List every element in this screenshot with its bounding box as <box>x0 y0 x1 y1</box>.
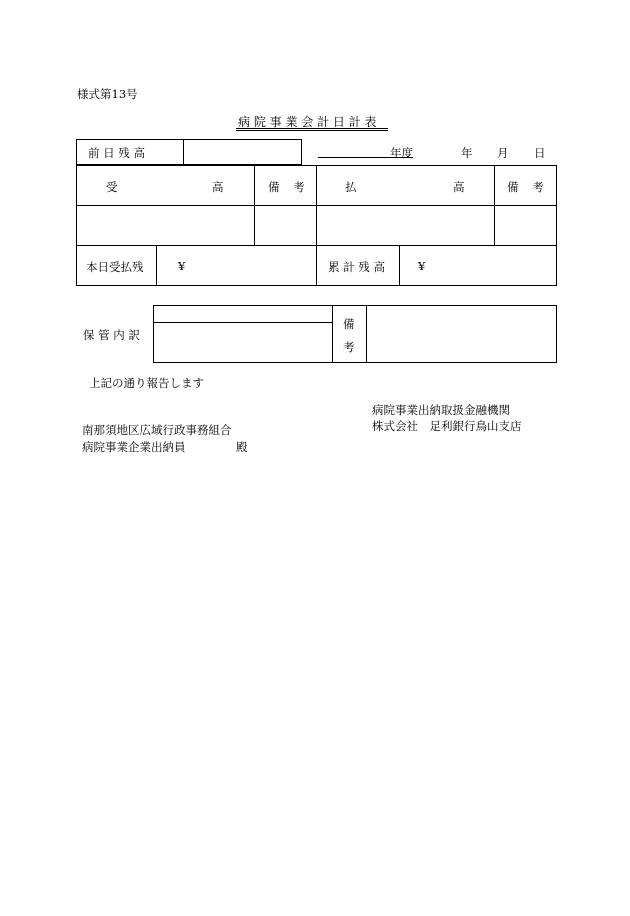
title-underline-2 <box>236 130 388 131</box>
custody-remarks-field[interactable] <box>368 307 555 362</box>
cumulative-balance-yen: ¥ <box>418 259 426 273</box>
receipts-header-1: 受 <box>106 180 118 194</box>
payments-header-1: 払 <box>345 180 357 194</box>
payments-remarks-field[interactable] <box>496 207 555 244</box>
previous-balance-divider <box>183 139 184 165</box>
cumulative-balance-label: 累 計 残 高 <box>328 260 385 274</box>
honorific: 殿 <box>236 440 248 454</box>
ledger-col-line-4 <box>399 245 400 286</box>
previous-balance-field[interactable] <box>186 141 300 163</box>
custody-col-line-1 <box>332 305 333 363</box>
today-balance-label: 本日受払残 <box>86 260 144 274</box>
cumulative-balance-field[interactable] <box>432 247 555 284</box>
fiscal-year-label: 年度 <box>390 146 413 160</box>
remarks-header-right: 備 考 <box>507 180 549 194</box>
payments-amount-field[interactable] <box>318 207 493 244</box>
ledger-col-line-5 <box>156 245 157 286</box>
ledger-col-line-1 <box>254 165 255 245</box>
custody-label: 保 管 内 訳 <box>83 328 140 342</box>
custody-field-2[interactable] <box>155 324 331 362</box>
form-number: 様式第13号 <box>77 87 138 101</box>
ledger-col-line-3 <box>494 165 495 245</box>
ledger-col-line-2 <box>316 165 317 286</box>
bank-line-1: 病院事業出納取扱金融機関 <box>372 403 510 417</box>
addressee-line-1: 南那須地区広域行政事務組合 <box>82 423 232 437</box>
title-underline-1 <box>236 128 388 129</box>
today-balance-field[interactable] <box>190 247 314 284</box>
year-label: 年 <box>461 146 473 160</box>
receipts-remarks-field[interactable] <box>256 207 315 244</box>
remarks-header-left: 備 考 <box>268 180 310 194</box>
custody-remarks-label-1: 備 <box>343 317 355 331</box>
addressee-line-2: 病院事業企業出納員 <box>82 440 186 454</box>
today-balance-yen: ¥ <box>178 259 186 273</box>
payments-header-2: 高 <box>453 180 465 194</box>
month-label: 月 <box>497 146 509 160</box>
receipts-amount-field[interactable] <box>78 207 253 244</box>
bank-line-2: 株式会社 足利銀行鳥山支店 <box>372 419 522 433</box>
receipts-header-2: 高 <box>212 180 224 194</box>
custody-remarks-label-2: 考 <box>343 340 355 354</box>
report-statement: 上記の通り報告します <box>89 376 204 390</box>
previous-balance-label: 前 日 残 高 <box>88 146 145 160</box>
day-label: 日 <box>534 146 546 160</box>
page-title: 病 院 事 業 会 計 日 計 表 <box>238 115 377 129</box>
custody-field-1[interactable] <box>155 307 331 321</box>
custody-row-line <box>153 322 332 323</box>
custody-col-line-2 <box>366 305 367 363</box>
